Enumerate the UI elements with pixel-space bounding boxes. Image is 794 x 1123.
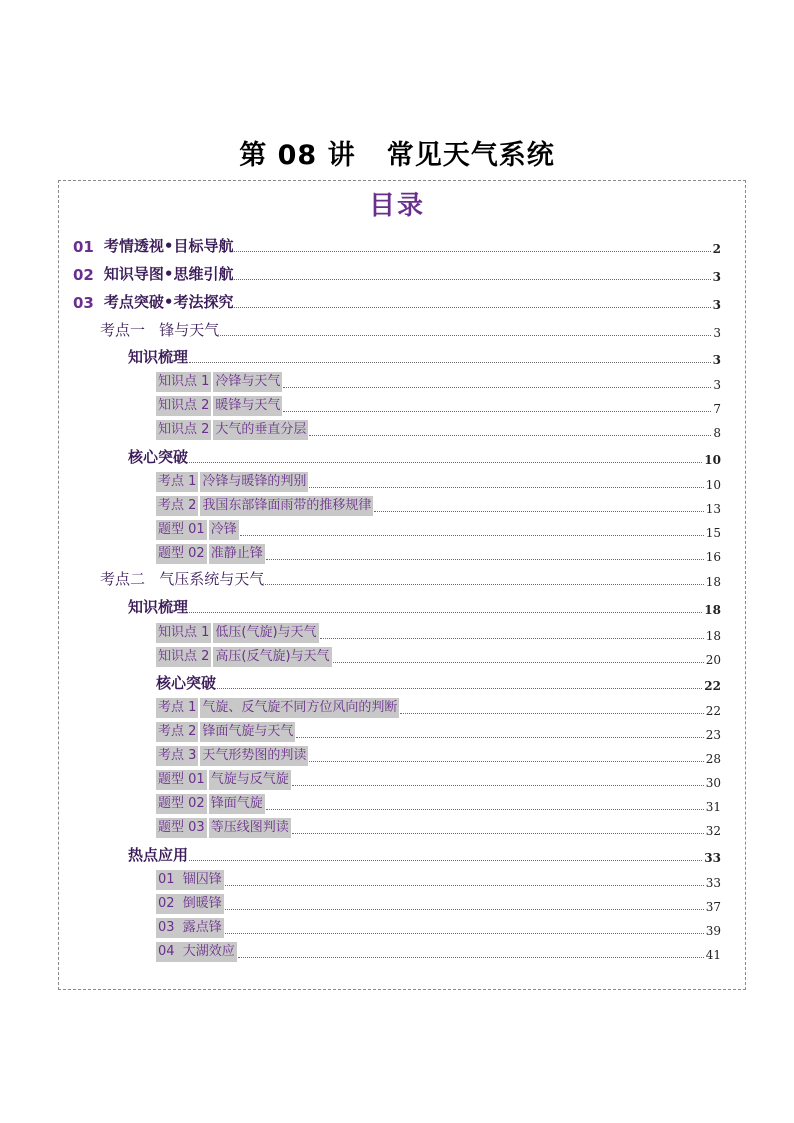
dot-leader [189, 612, 702, 613]
toc-entry-label: 天气形势图的判读 [200, 746, 308, 766]
dot-leader [309, 761, 703, 762]
toc-entry-label: 考点一 锋与天气 [100, 321, 220, 339]
toc-page-number: 31 [705, 800, 721, 814]
toc-entry[interactable] [156, 770, 721, 790]
toc-entry-prefix: 考点 2 [156, 496, 198, 516]
toc-page-number: 3 [713, 378, 721, 392]
toc-page-number: 22 [704, 679, 721, 693]
toc-entry-label: 考情透视•目标导航 [103, 237, 234, 255]
toc-entry[interactable] [100, 569, 721, 589]
toc-entry[interactable] [156, 623, 721, 643]
toc-page-number: 39 [705, 924, 721, 938]
toc-entry-label: 大气的垂直分层 [213, 420, 308, 440]
toc-page-number: 7 [713, 402, 721, 416]
dot-leader [292, 785, 704, 786]
toc-page-number: 32 [705, 824, 721, 838]
toc-entry-label: 锋面气旋与天气 [200, 722, 295, 742]
toc-page-number: 3 [712, 298, 721, 312]
toc-entry-label: 准静止锋 [209, 544, 265, 564]
toc-page-number: 8 [713, 426, 721, 440]
toc-entry[interactable] [128, 597, 721, 617]
toc-entry[interactable] [156, 496, 721, 516]
toc-entry[interactable] [156, 647, 721, 667]
toc-entry-prefix: 知识点 1 [156, 623, 211, 643]
toc-entry-label: 核心突破 [128, 448, 189, 466]
toc-entry-label: 知识梳理 [128, 348, 189, 366]
toc-entry-label: 04 大湖效应 [156, 942, 237, 962]
dot-leader [225, 885, 704, 886]
toc-entry-number: 01 [73, 238, 94, 256]
toc-entry-prefix: 考点 3 [156, 746, 198, 766]
toc-entry-prefix: 考点 2 [156, 722, 198, 742]
toc-entry-label: 低压(气旋)与天气 [213, 623, 318, 643]
toc-entry-label: 等压线图判读 [209, 818, 291, 838]
dot-leader [225, 933, 704, 934]
toc-entry-label: 01 锢囚锋 [156, 870, 224, 890]
toc-entry[interactable] [156, 698, 721, 718]
toc-page-number: 16 [705, 550, 721, 564]
toc-page-number: 10 [704, 453, 721, 467]
toc-entry-label: 气旋与反气旋 [209, 770, 291, 790]
dot-leader [240, 535, 704, 536]
toc-entry-prefix: 题型 02 [156, 794, 207, 814]
toc-entry[interactable] [156, 746, 721, 766]
toc-entry[interactable] [156, 520, 721, 540]
dot-leader [234, 307, 710, 308]
dot-leader [400, 713, 703, 714]
dot-leader [220, 335, 711, 336]
toc-entry[interactable] [156, 544, 721, 564]
dot-leader [266, 809, 704, 810]
dot-leader [309, 487, 703, 488]
dot-leader [292, 833, 704, 834]
toc-entry-label: 冷锋与天气 [213, 372, 282, 392]
toc-entry-label: 核心突破 [156, 674, 217, 692]
toc-entry-label: 高压(反气旋)与天气 [213, 647, 331, 667]
toc-entry-label: 03 露点锋 [156, 918, 224, 938]
dot-leader [217, 688, 702, 689]
toc-entry-label: 冷锋与暖锋的判别 [200, 472, 308, 492]
toc-page-number: 33 [705, 876, 721, 890]
toc-page-number: 13 [705, 502, 721, 516]
dot-leader [225, 909, 704, 910]
toc-entry[interactable] [128, 447, 721, 467]
toc-entry[interactable] [156, 420, 721, 440]
toc-entry-label: 知识梳理 [128, 598, 189, 616]
dot-leader [189, 462, 702, 463]
toc-page-number: 33 [704, 851, 721, 865]
toc-page-number: 37 [705, 900, 721, 914]
toc-page-number: 20 [705, 653, 721, 667]
toc-entry[interactable] [156, 722, 721, 742]
toc-entry[interactable] [100, 320, 721, 340]
toc-entry[interactable] [156, 918, 721, 938]
toc-page-number: 18 [705, 575, 721, 589]
toc-page-number: 28 [705, 752, 721, 766]
toc-entry[interactable] [128, 347, 721, 367]
toc-entry-label: 锋面气旋 [209, 794, 265, 814]
dot-leader [333, 662, 704, 663]
dot-leader [265, 584, 703, 585]
dot-leader [296, 737, 703, 738]
toc-page-number: 3 [712, 270, 721, 284]
page-title: 第 08 讲 常见天气系统 [239, 140, 555, 171]
toc-entry[interactable] [156, 372, 721, 392]
toc-entry-label: 考点二 气压系统与天气 [100, 570, 265, 588]
toc-entry[interactable] [156, 673, 721, 693]
toc-entry[interactable] [128, 845, 721, 865]
toc-entry-prefix: 题型 01 [156, 520, 207, 540]
toc-entry[interactable] [73, 292, 721, 312]
toc-entry-label: 考点突破•考法探究 [103, 293, 234, 311]
toc-entry-prefix: 考点 1 [156, 698, 198, 718]
toc-entry[interactable] [156, 472, 721, 492]
toc-entry-number: 03 [73, 294, 94, 312]
toc-entry[interactable] [156, 396, 721, 416]
toc-entry-prefix: 题型 01 [156, 770, 207, 790]
toc-page-number: 3 [713, 326, 721, 340]
toc-entry-label: 热点应用 [128, 846, 189, 864]
toc-entry-prefix: 知识点 1 [156, 372, 211, 392]
toc-entry-label: 暖锋与天气 [213, 396, 282, 416]
toc-entry-prefix: 题型 03 [156, 818, 207, 838]
toc-page-number: 30 [705, 776, 721, 790]
toc-entry-label: 冷锋 [209, 520, 239, 540]
toc-page-number: 22 [705, 704, 721, 718]
toc-entry-prefix: 知识点 2 [156, 396, 211, 416]
toc-entry[interactable] [156, 870, 721, 890]
toc-heading: 目录 [368, 191, 425, 221]
toc-page-number: 41 [705, 948, 721, 962]
toc-entry-number: 02 [73, 266, 94, 284]
dot-leader [238, 957, 704, 958]
dot-leader [283, 411, 711, 412]
toc-entry[interactable] [156, 794, 721, 814]
dot-leader [234, 279, 710, 280]
toc-entry-prefix: 考点 1 [156, 472, 198, 492]
dot-leader [283, 387, 711, 388]
dot-leader [374, 511, 703, 512]
toc-entry-prefix: 知识点 2 [156, 647, 211, 667]
dot-leader [234, 251, 710, 252]
toc-entry-prefix: 知识点 2 [156, 420, 211, 440]
toc-entry[interactable] [156, 818, 721, 838]
toc-page-number: 18 [704, 603, 721, 617]
toc-page-number: 10 [705, 478, 721, 492]
toc-page-number: 3 [712, 353, 721, 367]
toc-page-number: 18 [705, 629, 721, 643]
toc-entry-prefix: 题型 02 [156, 544, 207, 564]
toc-entry-label: 02 倒暖锋 [156, 894, 224, 914]
toc-page-number: 15 [705, 526, 721, 540]
dot-leader [320, 638, 704, 639]
dot-leader [189, 362, 711, 363]
toc-entry[interactable] [156, 942, 721, 962]
toc-entry[interactable] [156, 894, 721, 914]
toc-page-number: 23 [705, 728, 721, 742]
toc-entry[interactable] [73, 264, 721, 284]
dot-leader [309, 435, 711, 436]
toc-entry-label: 我国东部锋面雨带的推移规律 [200, 496, 373, 516]
toc-entry-label: 气旋、反气旋不同方位风向的判断 [200, 698, 399, 718]
dot-leader [189, 860, 702, 861]
toc-entry-label: 知识导图•思维引航 [103, 265, 234, 283]
toc-entry[interactable] [73, 236, 721, 256]
toc-page-number: 2 [712, 242, 721, 256]
dot-leader [266, 559, 704, 560]
